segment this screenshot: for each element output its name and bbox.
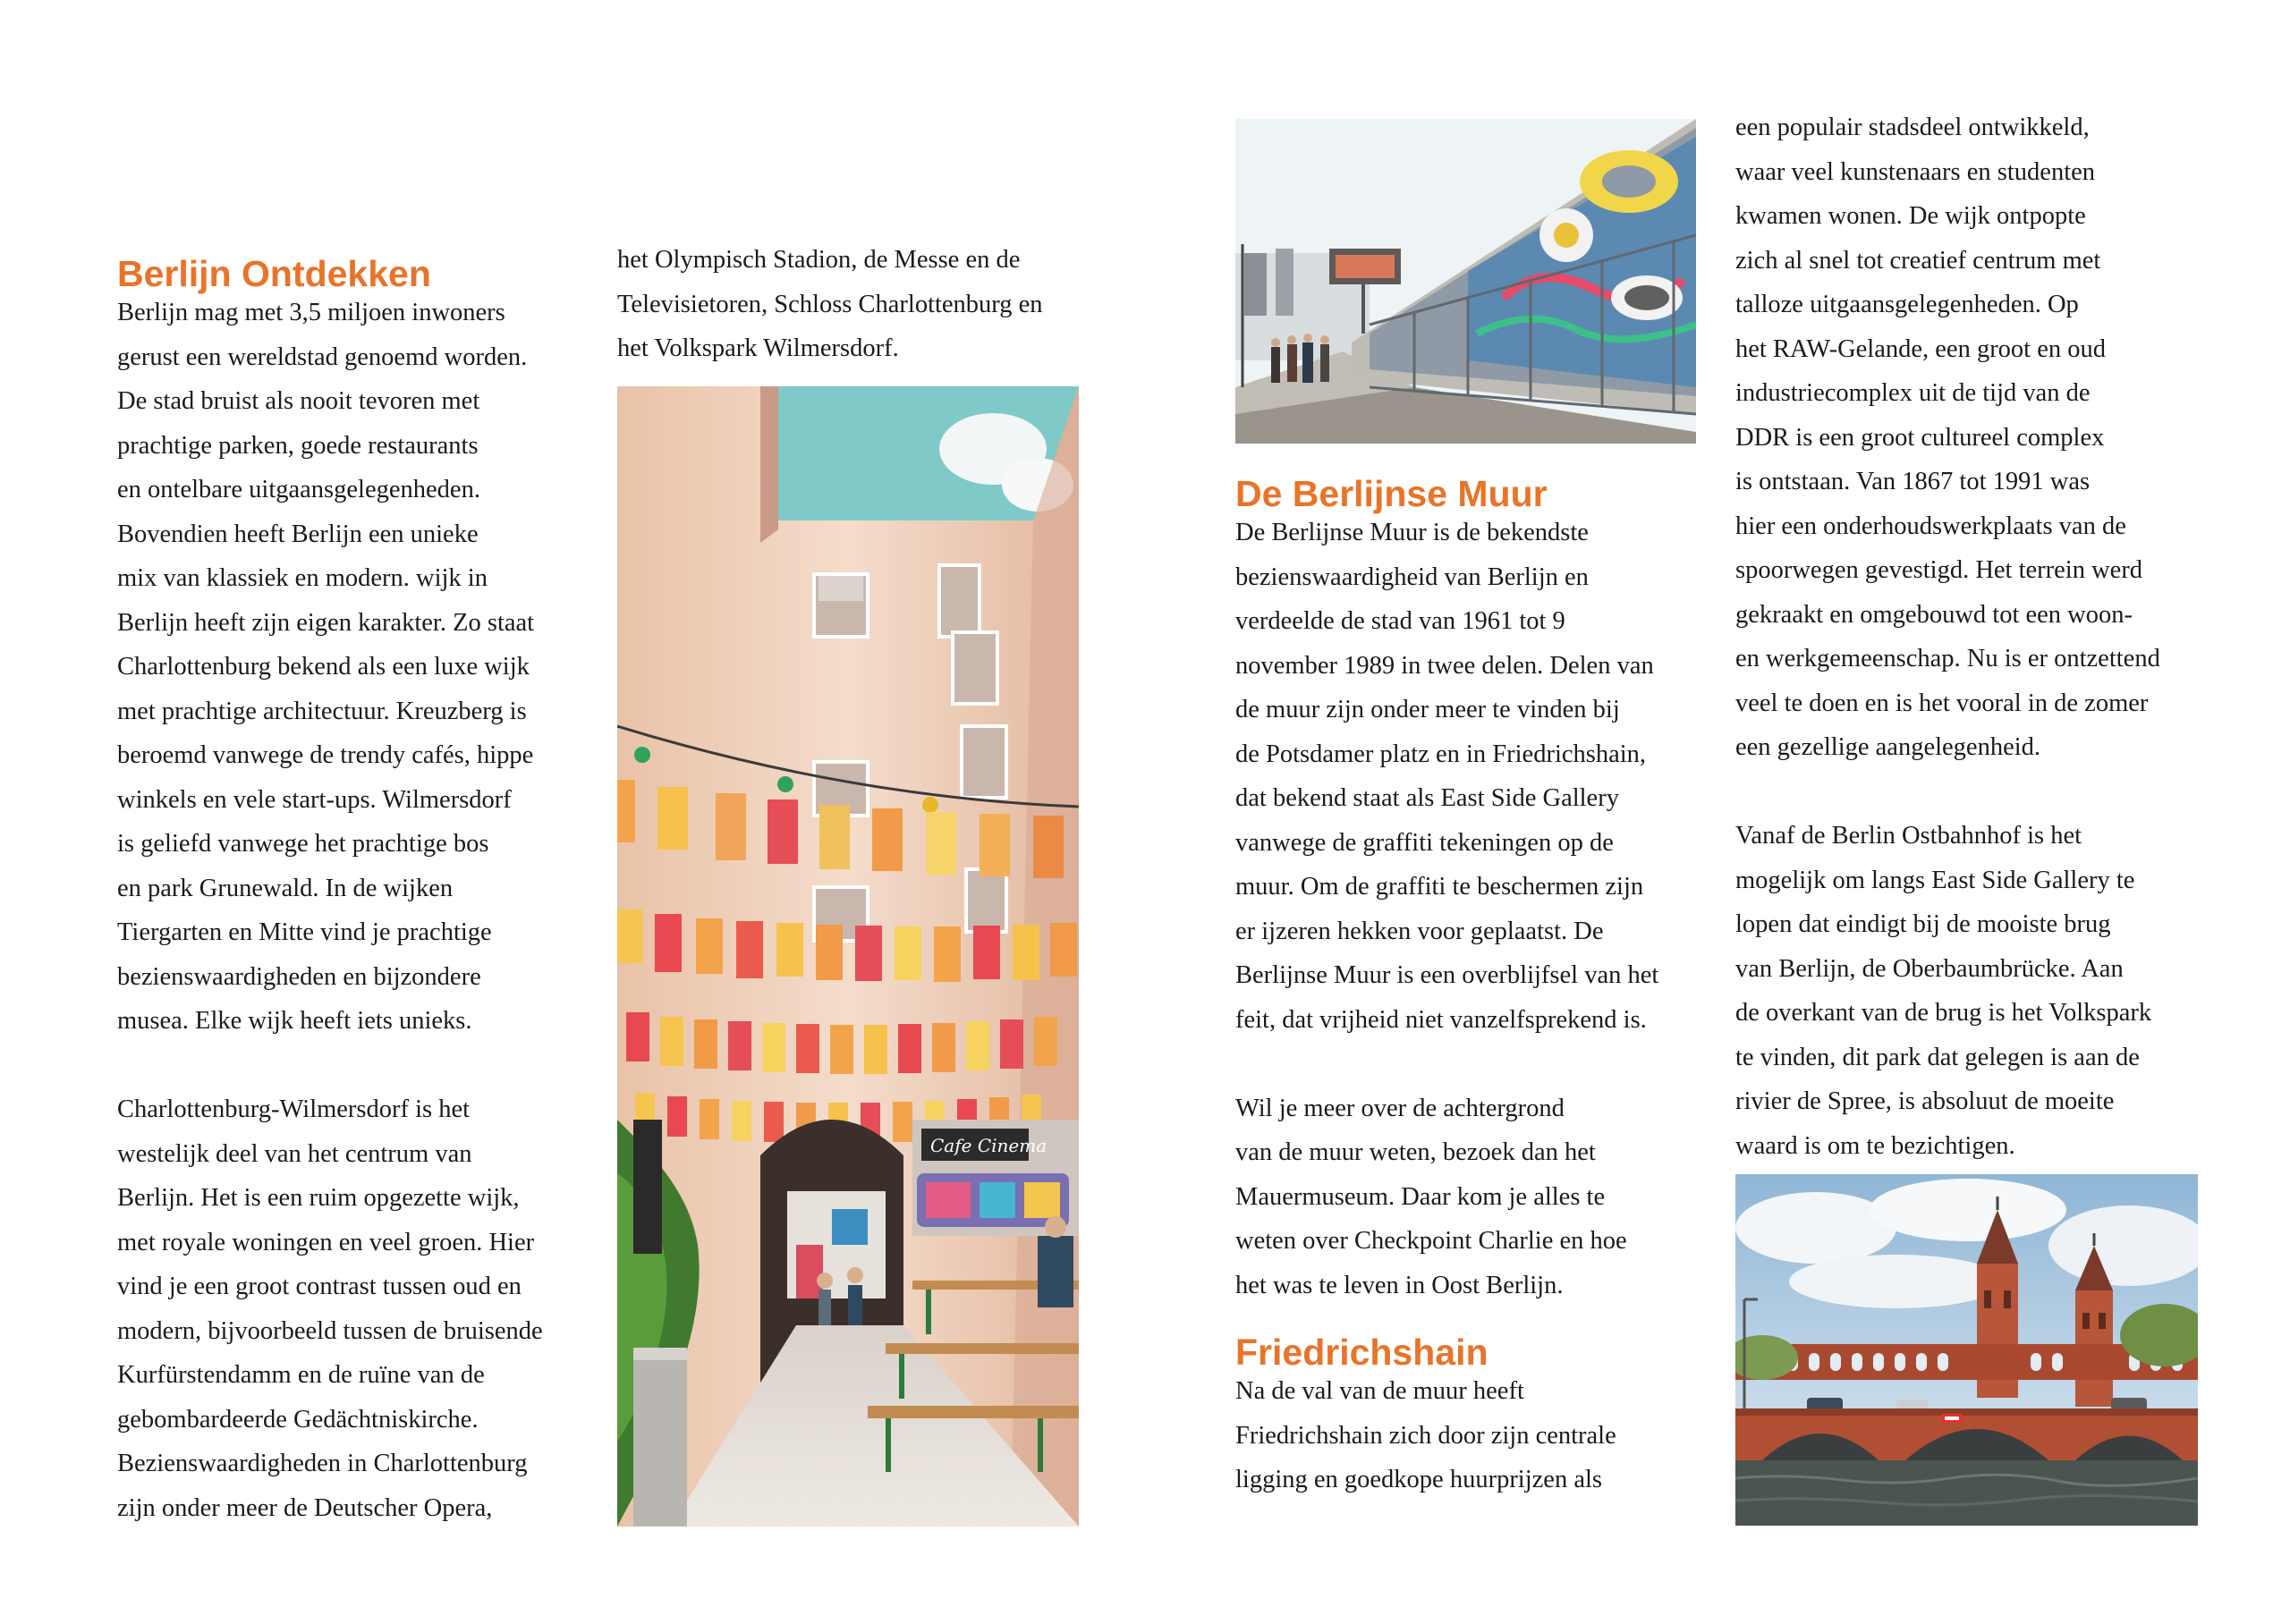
text-line: van Berlijn, de Oberbaumbrücke. Aan [1735, 954, 2124, 983]
text-line: muur. Om de graffiti te beschermen zijn [1235, 873, 1644, 901]
text-line: mix van klassiek en modern. wijk in [117, 564, 488, 592]
paragraph-oberbaumbrucke [1735, 814, 2201, 1168]
column-4 [1735, 106, 2201, 1168]
text-line: beroemd vanwege de trendy cafés, hippe [117, 741, 534, 769]
paragraph-friedrichshain [1235, 1369, 1701, 1502]
text-line: Televisietoren, Schloss Charlottenburg en [617, 290, 1043, 318]
text-line: talloze uitgaansgelegenheden. Op [1735, 291, 2079, 318]
text-line: november 1989 in twee delen. Delen van [1235, 651, 1654, 680]
oberbaumbrucke-photo [1735, 1174, 2198, 1526]
text-line: Na de val van de muur heeft [1235, 1377, 1524, 1405]
text-line: Tiergarten en Mitte vind je prachtige [117, 918, 492, 946]
text-line: modern, bijvoorbeeld tussen de bruisende [117, 1316, 543, 1345]
text-line: rivier de Spree, is absoluut de moeite [1735, 1087, 2115, 1115]
text-line: Charlottenburg-Wilmersdorf is het [117, 1095, 471, 1123]
text-line: bezienswaardigheid van Berlijn en [1235, 562, 1589, 591]
paragraph-charlottenburg-continued [617, 238, 1082, 371]
text-line: Wil je meer over de achtergrond [1235, 1094, 1565, 1122]
paragraph-friedrichshain-continued [1735, 106, 2201, 770]
text-line: een populair stadsdeel ontwikkeld, [1735, 114, 2090, 141]
text-line: Vanaf de Berlin Ostbahnhof is het [1735, 822, 2082, 850]
text-line: zich al snel tot creatief centrum met [1735, 246, 2101, 275]
paragraph-berlijn-intro [117, 291, 582, 1044]
column-1 [117, 250, 582, 1530]
text-line: ligging en goedkope huurprijzen als [1235, 1466, 1602, 1493]
text-line: de overkant van de brug is het Volkspark [1735, 999, 2152, 1027]
text-line: vind je een groot contrast tussen oud en [117, 1273, 522, 1300]
text-line: de Potsdamer platz en in Friedrichshain, [1235, 740, 1647, 768]
text-line: Friedrichshain zich door zijn centrale [1235, 1421, 1616, 1450]
text-line: bezienswaardigheden en bijzondere [117, 962, 481, 991]
text-line: is ontstaan. Van 1867 tot 1991 was [1735, 468, 2091, 495]
text-line: De Berlijnse Muur is de bekendste [1235, 519, 1589, 546]
text-line: gerust een wereldstad genoemd worden. [117, 343, 528, 371]
text-line: het Olympisch Stadion, de Messe en de [617, 246, 1021, 274]
text-line: Kurfürstendamm en de ruïne van de [117, 1361, 485, 1389]
text-line: zijn onder meer de Deutscher Opera, [117, 1493, 493, 1522]
text-line: Berlijnse Muur is een overblijfsel van het [1235, 961, 1659, 989]
text-line: westelijk deel van het centrum van [117, 1139, 472, 1168]
heading-friedrichshain: Friedrichshain [1235, 1332, 1488, 1373]
text-line: De stad bruist als nooit tevoren met [117, 387, 480, 415]
text-line: het RAW-Gelande, een groot en oud [1735, 334, 2107, 363]
column-2 [617, 238, 1082, 371]
cafe-cinema-sign: Cafe Cinema [930, 1135, 1047, 1156]
text-line: spoorwegen gevestigd. Het terrein werd [1735, 556, 2143, 584]
text-line: met royale woningen en veel groen. Hier [117, 1228, 535, 1256]
text-line: het Volkspark Wilmersdorf. [617, 334, 899, 362]
text-line: er ijzeren hekken voor geplaatst. De [1235, 917, 1604, 945]
text-line: kwamen wonen. De wijk ontpopte [1735, 202, 2086, 230]
text-line: weten over Checkpoint Charlie en hoe [1235, 1227, 1627, 1255]
courtyard-photo [617, 386, 1079, 1527]
text-line: vanwege de graffiti tekeningen op de [1235, 828, 1614, 857]
text-line: de muur zijn onder meer te vinden bij [1235, 696, 1620, 723]
text-line: is geliefd vanwege het prachtige bos [117, 830, 489, 858]
text-line: te vinden, dit park dat gelegen is aan de [1735, 1043, 2140, 1071]
heading-berlijn-ontdekken: Berlijn Ontdekken [117, 253, 431, 294]
text-line: gebombardeerde Gedächtniskirche. [117, 1405, 479, 1434]
text-line: het was te leven in Oost Berlijn. [1235, 1271, 1564, 1299]
text-line: waar veel kunstenaars en studenten [1735, 157, 2096, 186]
text-line: prachtige parken, goede restaurants [117, 431, 479, 460]
paragraph-mauermuseum [1235, 1087, 1701, 1308]
text-line: feit, dat vrijheid niet vanzelfsprekend is. [1235, 1005, 1647, 1034]
text-line: en ontelbare uitgaansgelegenheden. [117, 476, 480, 503]
text-line: een gezellige aangelegenheid. [1735, 733, 2041, 761]
text-line: gekraakt en omgebouwd tot een woon- [1735, 600, 2133, 629]
text-line: en park Grunewald. In de wijken [117, 874, 454, 902]
text-line: van de muur weten, bezoek dan het [1235, 1138, 1596, 1166]
text-line: Charlottenburg bekend als een luxe wijk [117, 653, 530, 681]
berlin-wall-photo [1235, 119, 1696, 444]
text-line: verdeelde de stad van 1961 tot 9 [1235, 607, 1565, 635]
text-line: lopen dat eindigt bij de mooiste brug [1735, 910, 2111, 938]
text-line: DDR is een groot cultureel complex [1735, 423, 2105, 452]
text-line: met prachtige architectuur. Kreuzberg is [117, 697, 527, 725]
text-line: en werkgemeenschap. Nu is er ontzettend [1735, 645, 2160, 672]
text-line: veel te doen en is het vooral in de zomer [1735, 689, 2149, 717]
heading-de-berlijnse-muur: De Berlijnse Muur [1235, 473, 1548, 514]
text-line: musea. Elke wijk heeft iets unieks. [117, 1007, 472, 1035]
paragraph-charlottenburg [117, 1087, 582, 1530]
text-line: mogelijk om langs East Side Gallery te [1735, 866, 2135, 894]
text-line: winkels en vele start-ups. Wilmersdorf [117, 785, 512, 814]
text-line: Berlijn. Het is een ruim opgezette wijk, [117, 1184, 520, 1212]
column-3 [1235, 470, 1701, 1502]
text-line: Bezienswaardigheden in Charlottenburg [117, 1450, 528, 1477]
text-line: Berlijn heeft zijn eigen karakter. Zo staat [117, 608, 535, 637]
text-line: hier een onderhoudswerkplaats van de [1735, 512, 2126, 540]
text-line: Bovendien heeft Berlijn een unieke [117, 520, 479, 548]
paragraph-berlijnse-muur [1235, 511, 1701, 1042]
text-line: industriecomplex uit de tijd van de [1735, 379, 2091, 407]
text-line: waard is om te bezichtigen. [1735, 1131, 2015, 1160]
text-line: Berlijn mag met 3,5 miljoen inwoners [117, 299, 505, 326]
text-line: dat bekend staat als East Side Gallery [1235, 784, 1619, 812]
text-line: Mauermuseum. Daar kom je alles te [1235, 1182, 1606, 1211]
